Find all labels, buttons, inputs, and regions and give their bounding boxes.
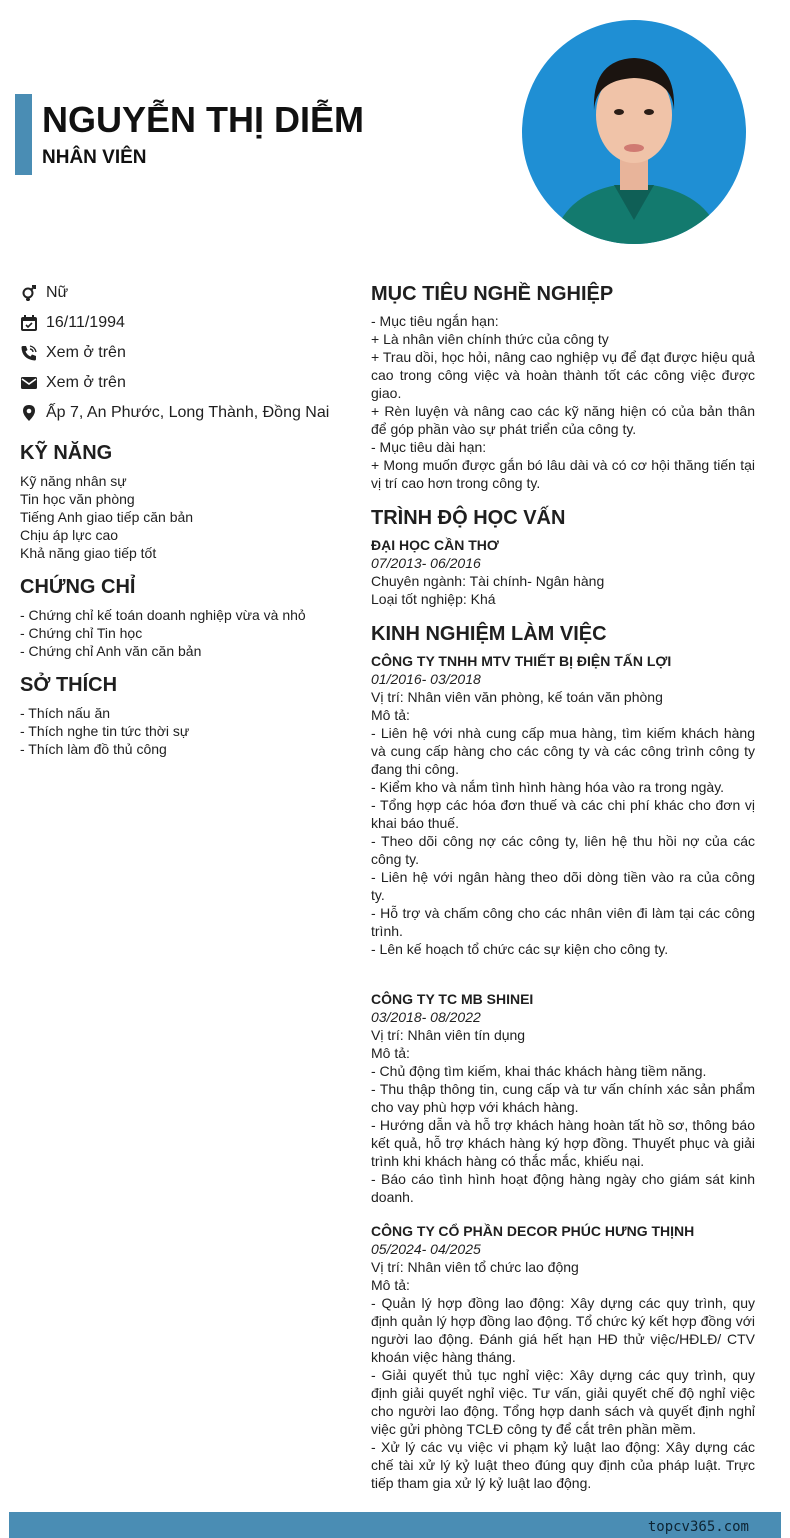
education-title: TRÌNH ĐỘ HỌC VẤN [371, 507, 566, 529]
certificate-item: - Chứng chỉ Tin học [20, 625, 143, 641]
objective-line: + Rèn luyện và nâng cao các kỹ năng hiện có của bản thân để góp phần vào sự phát triển của công ty. [371, 403, 755, 437]
objective-line: - Mục tiêu ngắn hạn: [371, 313, 499, 329]
job-line: - Báo cáo tình hình hoạt động hàng ngày cho giám sát kinh doanh. [371, 1171, 755, 1205]
job-line: - Tổng hợp các hóa đơn thuế và các chi phí khác cho đơn vị khai báo thuế. [371, 797, 755, 831]
candidate-title: NHÂN VIÊN [42, 147, 147, 168]
job-line: - Lên kế hoạch tổ chức các sự kiện cho công ty. [371, 941, 669, 957]
job-line: Mô tả: [371, 1045, 410, 1061]
job-line: - Liên hệ với nhà cung cấp mua hàng, tìm kiếm khách hàng và cung cấp hàng cho các công ty và các công trình công ty đang thi công. [371, 725, 755, 777]
job-line: - Hướng dẫn và hỗ trợ khách hàng hoàn tất hồ sơ, thông báo kết quả, hỗ trợ khách hàng ký hợp đồng. Thuyết phục và giải trình khi khách hàng có thắc mắc, khiếu nại. [371, 1117, 755, 1169]
job-line: - Xử lý các vụ việc vi phạm kỷ luật lao động: Xây dựng các chế tài xử lý kỷ luật theo đúng quy định của pháp luật. Trực tiếp tham gia xử lý kỷ luật lao động. [371, 1439, 755, 1491]
certificate-item: - Chứng chỉ Anh văn căn bản [20, 643, 202, 659]
contact-text: 16/11/1994 [46, 314, 125, 331]
certificates-title: CHỨNG CHỈ [20, 576, 136, 598]
education-line: Loại tốt nghiệp: Khá [371, 591, 496, 607]
job-line: - Kiểm kho và nắm tình hình hàng hóa vào ra trong ngày. [371, 779, 725, 795]
job-line: - Thu thập thông tin, cung cấp và tư vấn chính xác sản phẩm cho vay phù hợp với khách hàng. [371, 1081, 755, 1115]
profile-photo [522, 20, 746, 244]
job-line: Mô tả: [371, 707, 410, 723]
job-period: 01/2016- 03/2018 [371, 671, 481, 687]
job-line: - Quản lý hợp đồng lao động: Xây dựng các quy trình, quy định quản lý hợp đồng lao động. Tổ chức ký kết hợp đồng với người lao động. Đánh giá hết hạn HĐ thử việc/HĐLĐ/ CTV khoán việc hàng tháng. [371, 1295, 755, 1365]
job-line: - Giải quyết thủ tục nghỉ việc: Xây dựng các quy trình, quy định giải quyết nghỉ việc. Tư vấn, giải quyết chế độ nghỉ việc cho người lao động. Tổng hợp danh sách và quyết định nghỉ việc gửi phòng TCLĐ công ty để cắt trên phần mềm. [371, 1367, 755, 1437]
job-company: CÔNG TY TNHH MTV THIẾT BỊ ĐIỆN TẤN LỢI [371, 653, 672, 669]
contact-gender [20, 278, 345, 308]
job-period: 03/2018- 08/2022 [371, 1009, 481, 1025]
contact-phone [20, 338, 345, 368]
job-line: - Theo dõi công nợ các công ty, liên hệ thu hồi nợ của các công ty. [371, 833, 755, 867]
hobby-item: - Thích làm đồ thủ công [20, 741, 167, 757]
job-line: - Liên hệ với ngân hàng theo dõi dòng tiền vào ra của công ty. [371, 869, 755, 903]
objective-line: - Mục tiêu dài hạn: [371, 439, 487, 455]
job-line: - Hỗ trợ và chấm công cho các nhân viên đi làm tại các công trình. [371, 905, 755, 939]
skills-title: KỸ NĂNG [20, 442, 113, 464]
contact-birthday [20, 308, 345, 338]
job-line: Mô tả: [371, 1277, 410, 1293]
job-line: Vị trí: Nhân viên tổ chức lao động [371, 1259, 579, 1275]
gender-icon [20, 284, 38, 302]
objective-title: MỤC TIÊU NGHỀ NGHIỆP [371, 283, 614, 305]
hobby-item: - Thích nấu ăn [20, 705, 111, 721]
objective-line: + Mong muốn được gắn bó lâu dài và có cơ hội thăng tiến tại vị trí cao hơn trong công ty. [371, 457, 755, 491]
objective-line: + Là nhân viên chính thức của công ty [371, 331, 609, 347]
skill-item: Khả năng giao tiếp tốt [20, 545, 157, 561]
job-entry [371, 990, 755, 1206]
phone-icon [20, 344, 38, 362]
experience-title: KINH NGHIỆM LÀM VIỆC [371, 623, 607, 645]
job-entry [371, 1222, 755, 1492]
skill-item: Tin học văn phòng [20, 491, 135, 507]
skill-item: Tiếng Anh giao tiếp căn bản [20, 509, 194, 525]
job-line: Vị trí: Nhân viên tín dụng [371, 1027, 526, 1043]
skill-item: Kỹ năng nhân sự [20, 473, 127, 489]
job-line: Vị trí: Nhân viên văn phòng, kế toán văn phòng [371, 689, 663, 705]
education-line: Chuyên ngành: Tài chính- Ngân hàng [371, 573, 605, 589]
calendar-icon [20, 314, 38, 332]
contact-address [20, 398, 345, 428]
mail-icon [20, 374, 38, 392]
job-entry [371, 652, 755, 958]
education-school: ĐẠI HỌC CẦN THƠ [371, 537, 499, 553]
skill-item: Chịu áp lực cao [20, 527, 119, 543]
education-period: 07/2013- 06/2016 [371, 555, 481, 571]
right-column [371, 280, 755, 1492]
hobbies-title: SỞ THÍCH [20, 674, 118, 696]
footer-site: topcv365.com [647, 1519, 749, 1535]
job-period: 05/2024- 04/2025 [371, 1241, 481, 1257]
job-company: CÔNG TY TC MB SHINEI [371, 991, 534, 1007]
left-column [20, 278, 345, 758]
location-pin-icon [20, 404, 38, 422]
hobby-item: - Thích nghe tin tức thời sự [20, 723, 190, 739]
objective-line: + Trau dồi, học hỏi, nâng cao nghiệp vụ để đạt được hiệu quả cao trong công việc và hoàn thành tốt các công việc được giao. [371, 349, 755, 401]
certificate-item: - Chứng chỉ kế toán doanh nghiệp vừa và nhỏ [20, 607, 306, 623]
contact-text: Ấp 7, An Phước, Long Thành, Đồng Nai [46, 404, 330, 421]
job-line: - Chủ động tìm kiếm, khai thác khách hàng tiềm năng. [371, 1063, 707, 1079]
contact-email [20, 368, 345, 398]
header-accent-bar [15, 94, 32, 175]
footer-bar [9, 1512, 781, 1538]
contact-text: Nữ [46, 284, 69, 301]
job-company: CÔNG TY CỔ PHẦN DECOR PHÚC HƯNG THỊNH [371, 1223, 695, 1239]
contact-text: Xem ở trên [46, 374, 126, 391]
candidate-name: NGUYỄN THỊ DIỄM [42, 99, 365, 140]
contact-text: Xem ở trên [46, 344, 126, 361]
